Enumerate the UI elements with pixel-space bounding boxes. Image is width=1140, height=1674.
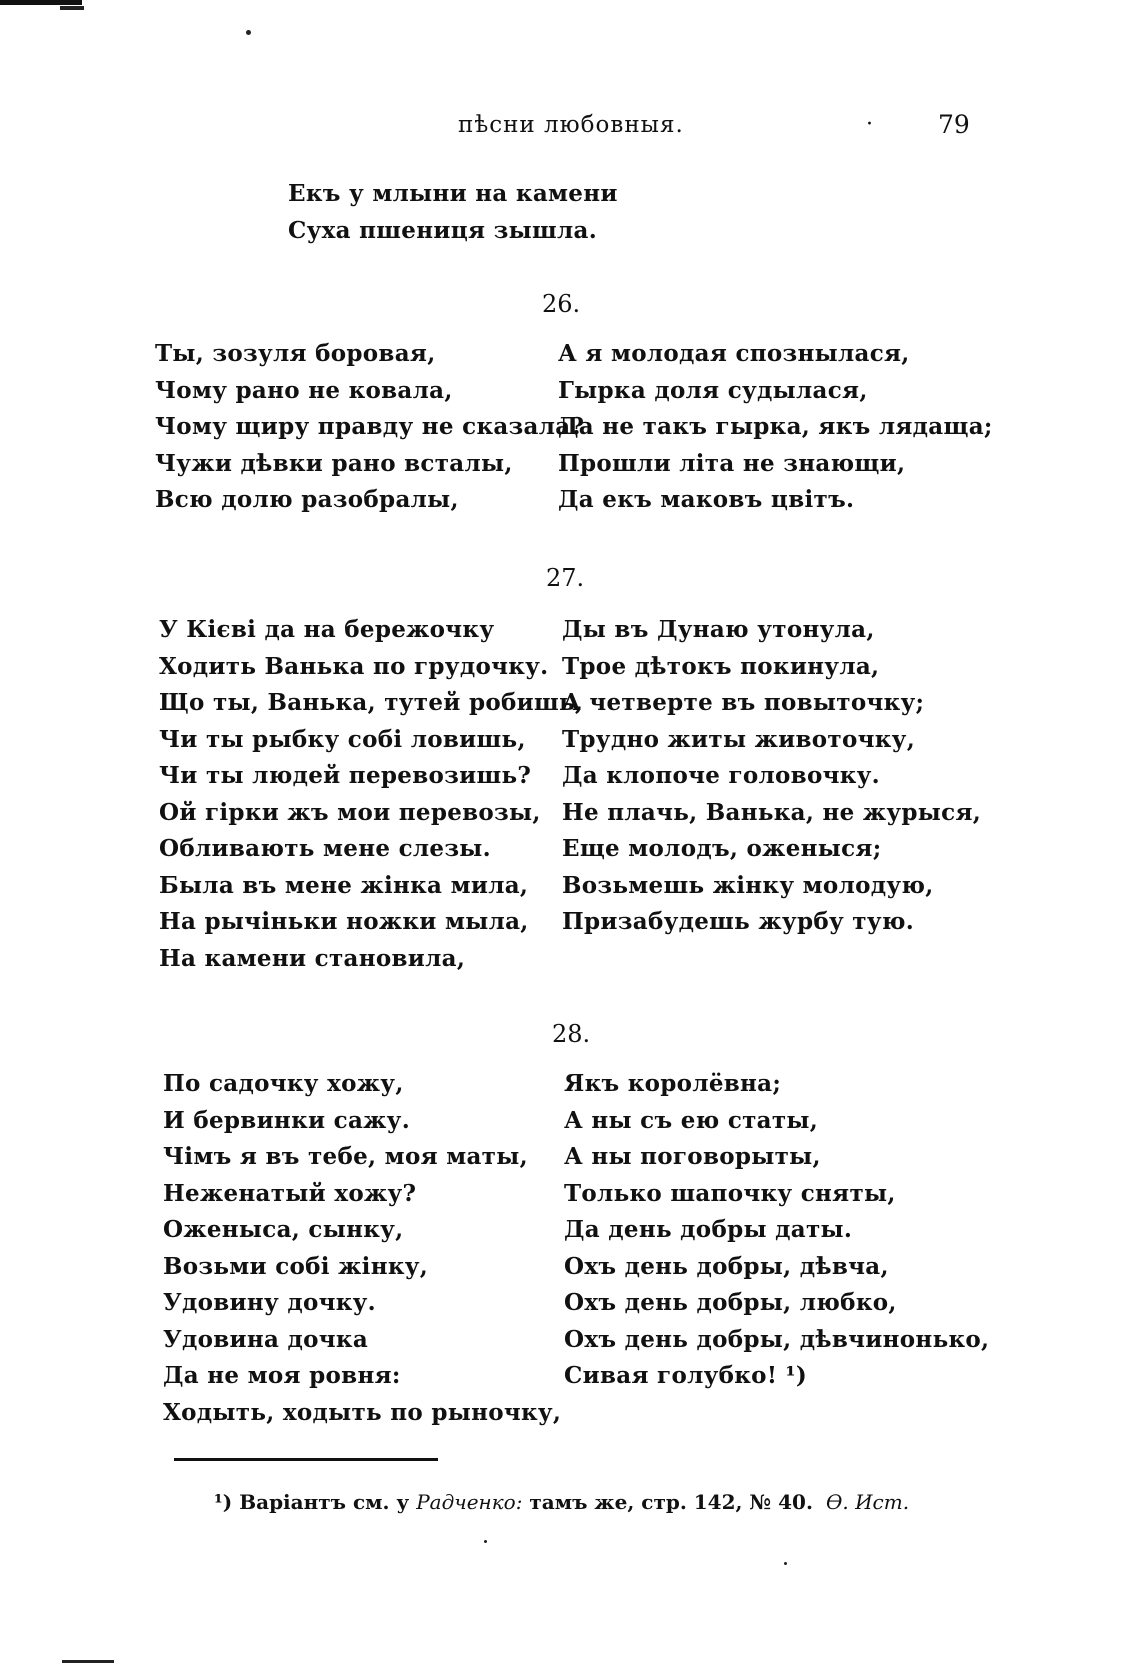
verse-line: По садочку хожу, (163, 1070, 404, 1097)
verse-line: Да день добры даты. (564, 1216, 853, 1243)
verse-line: На камени становила, (159, 944, 466, 972)
poem-number: 26. (542, 290, 581, 318)
verse-line: Охъ день добры, любко, (564, 1289, 897, 1316)
scan-speck (784, 1562, 787, 1565)
verse-line: Обливають мене слезы. (159, 835, 491, 862)
verse-line: Трое дѣтокъ покинула, (562, 652, 880, 680)
verse-line: У Кієві да на бережочку (159, 616, 495, 643)
verse-line: Якъ королёвна; (564, 1070, 782, 1097)
verse-line: Чому щиру правду не сказала? (155, 413, 585, 440)
verse-line: Чужи дѣвки рано всталы, (155, 449, 513, 477)
verse-line: Прошли літа не знающи, (558, 449, 906, 477)
verse-line: Охъ день добры, дѣвча, (564, 1252, 889, 1280)
verse-line: Ды въ Дунаю утонула, (562, 616, 875, 643)
verse-line: Неженатый хожу? (163, 1179, 417, 1207)
verse-line: Возьмешь жінку молодую, (562, 871, 934, 899)
verse-line: А ны съ ею статы, (564, 1106, 819, 1134)
verse-line: И бервинки сажу. (163, 1106, 411, 1134)
verse-line: Ой гірки жъ мои перевозы, (159, 798, 541, 826)
verse-line: Трудно житы животочку, (562, 725, 916, 753)
verse-line: Еще молодъ, оженыся; (562, 835, 882, 862)
footnote (214, 1490, 813, 1514)
poem-right-column (558, 336, 993, 519)
verse-line: Оженыса, сынку, (163, 1216, 404, 1243)
verse-line: Чімъ я въ тебе, моя маты, (163, 1143, 528, 1170)
verse-line: Удовину дочку. (163, 1289, 376, 1316)
intro-stanza (288, 176, 618, 249)
verse-line: Не плачь, Ванька, не журыся, (562, 798, 982, 826)
verse-line: Ты, зозуля боровая, (155, 340, 436, 367)
poem-number: 27. (546, 564, 585, 592)
footnote-author: Ѳ. Ист. (826, 1490, 910, 1514)
poem-left-column (155, 336, 584, 519)
verse-line: Да клопоче головочку. (562, 762, 880, 789)
footnote-reference: тамъ же, стр. 142, № 40. (529, 1490, 813, 1514)
footnote-text: Варіантъ см. у (239, 1490, 410, 1514)
verse-line: Гырка доля судылася, (558, 376, 868, 404)
verse-line: Да екъ маковъ цвітъ. (558, 486, 855, 513)
scan-artifact (0, 0, 82, 5)
scan-artifact (62, 1660, 114, 1663)
scan-speck (246, 30, 251, 35)
footnote-rule (174, 1458, 438, 1461)
verse-line: На рычіньки ножки мыла, (159, 908, 529, 935)
verse-line: Екъ у млыни на камени (288, 180, 618, 207)
verse-line: Чи ты рыбку собі ловишь, (159, 725, 526, 753)
page-number: 79 (938, 110, 970, 139)
poem-number: 28. (552, 1020, 591, 1048)
verse-line: Охъ день добры, дѣвчинонько, (564, 1325, 990, 1353)
verse-line: Суха пшениця зышла. (288, 216, 598, 244)
poem-left-column (163, 1066, 561, 1431)
verse-line: Возьми собі жінку, (163, 1252, 429, 1280)
poem-left-column (159, 612, 583, 977)
header-dot: · (866, 112, 873, 137)
verse-line: А ны поговорыты, (564, 1143, 821, 1170)
verse-line: Що ты, Ванька, тутей робишь, (159, 689, 584, 716)
poem-right-column (562, 612, 981, 941)
verse-line: Удовина дочка (163, 1325, 369, 1353)
verse-line: Чи ты людей перевозишь? (159, 762, 532, 789)
poem-right-column (564, 1066, 989, 1395)
scan-artifact (60, 6, 84, 10)
verse-line: Была въ мене жінка мила, (159, 871, 529, 899)
verse-line: Чому рано не ковала, (155, 376, 453, 404)
verse-line: Всю долю разобралы, (155, 486, 459, 513)
verse-line: Ходить Ванька по грудочку. (159, 652, 549, 680)
verse-line: Ходыть, ходыть по рыночку, (163, 1398, 562, 1426)
footnote-marker: ¹) (214, 1490, 233, 1514)
verse-line: Только шапочку сняты, (564, 1179, 896, 1207)
scan-speck (484, 1540, 487, 1543)
verse-line: Сивая голубко! ¹) (564, 1362, 808, 1389)
verse-line: А я молодая спознылася, (558, 340, 910, 367)
footnote-source: Радченко: (416, 1490, 523, 1514)
verse-line: Да не моя ровня: (163, 1362, 401, 1389)
verse-line: А четверте въ повыточку; (562, 689, 925, 716)
running-header-title: пѣсни любовныя. (458, 112, 684, 138)
verse-line: Да не такъ гырка, якъ лядаща; (558, 413, 993, 440)
verse-line: Призабудешь журбу тую. (562, 908, 915, 935)
